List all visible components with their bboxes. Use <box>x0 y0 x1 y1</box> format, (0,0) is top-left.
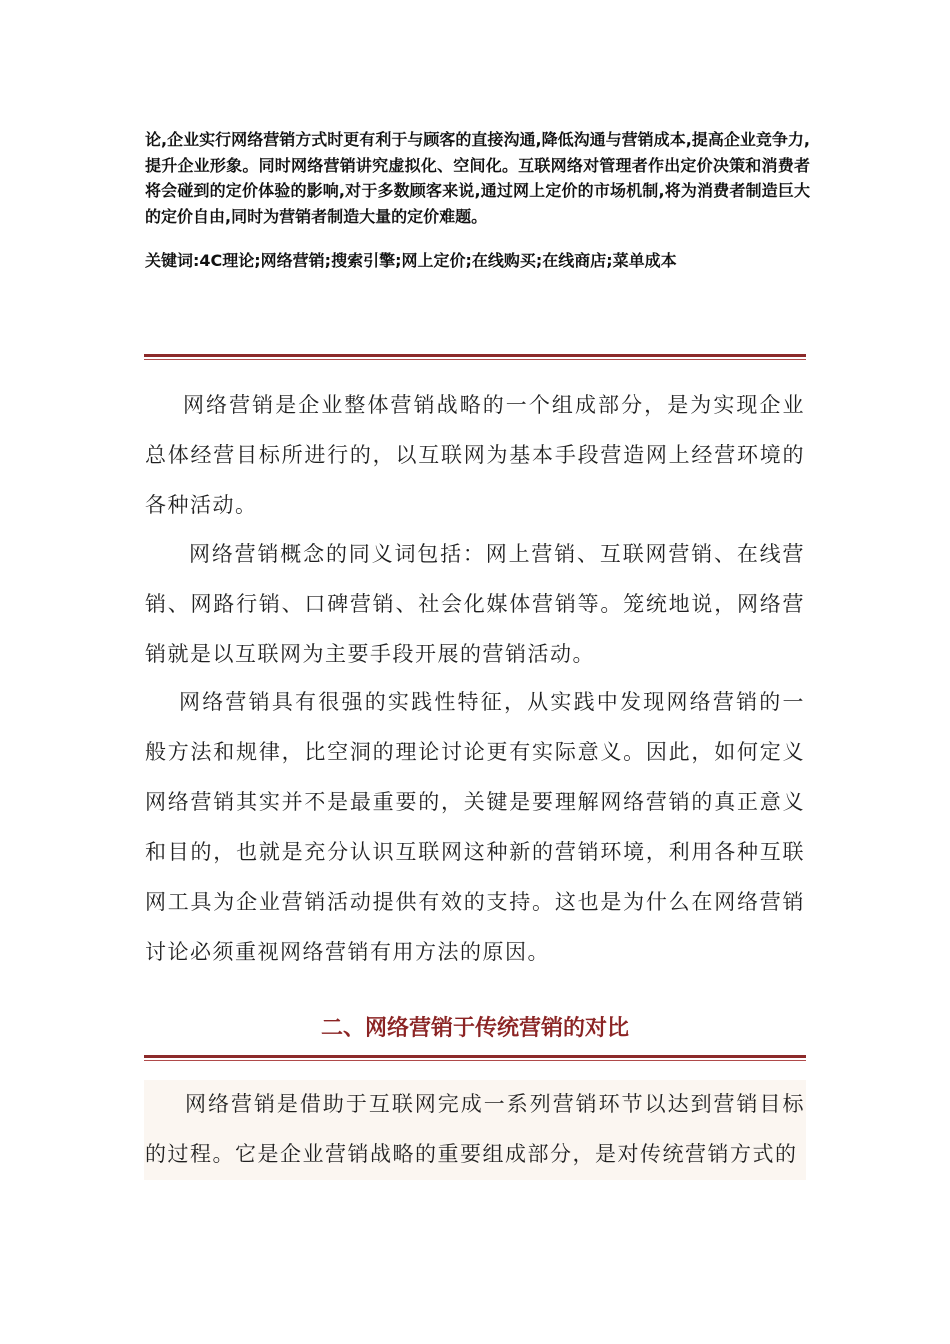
section-paragraph: 网络营销是借助于互联网完成一系列营销环节以达到营销目标的过程。它是企业营销战略的重要组成部分，是对传统营销方式的 <box>145 1092 805 1166</box>
divider-rule-section <box>144 1055 806 1061</box>
body-paragraph-2: 网络营销概念的同义词包括：网上营销、互联网营销、在线营销、网路行销、口碑营销、社会化媒体营销等。笼统地说，网络营销就是以互联网为主要手段开展的营销活动。 <box>145 542 805 666</box>
divider-rule-top <box>144 354 806 360</box>
keywords-line: 关键词:4C理论;网络营销;搜索引擎;网上定价;在线购买;在线商店;菜单成本 <box>145 251 677 270</box>
body-paragraph-1: 网络营销是企业整体营销战略的一个组成部分，是为实现企业总体经营目标所进行的，以互联网为基本手段营造网上经营环境的各种活动。 <box>145 393 805 517</box>
abstract-paragraph: 论,企业实行网络营销方式时更有利于与顾客的直接沟通,降低沟通与营销成本,提高企业竞争力,提升企业形象。同时网络营销讲究虚拟化、空间化。互联网络对管理者作出定价决策和消费者将会碰到的定价体验的影响,对于多数顾客来说,通过网上定价的市场机制,将为消费者制造巨大的定价自由,同时为营销者制造大量的定价难题。 <box>145 130 810 226</box>
section-heading: 二、网络营销于传统营销的对比 <box>320 1016 629 1041</box>
body-paragraph-3: 网络营销具有很强的实践性特征，从实践中发现网络营销的一般方法和规律，比空洞的理论讨论更有实际意义。因此，如何定义网络营销其实并不是最重要的，关键是要理解网络营销的真正意义和目的，也就是充分认识互联网这种新的营销环境，利用各种互联网工具为企业营销活动提供有效的支持。这也是为什么在网络营销讨论必须重视网络营销有用方法的原因。 <box>145 690 805 964</box>
